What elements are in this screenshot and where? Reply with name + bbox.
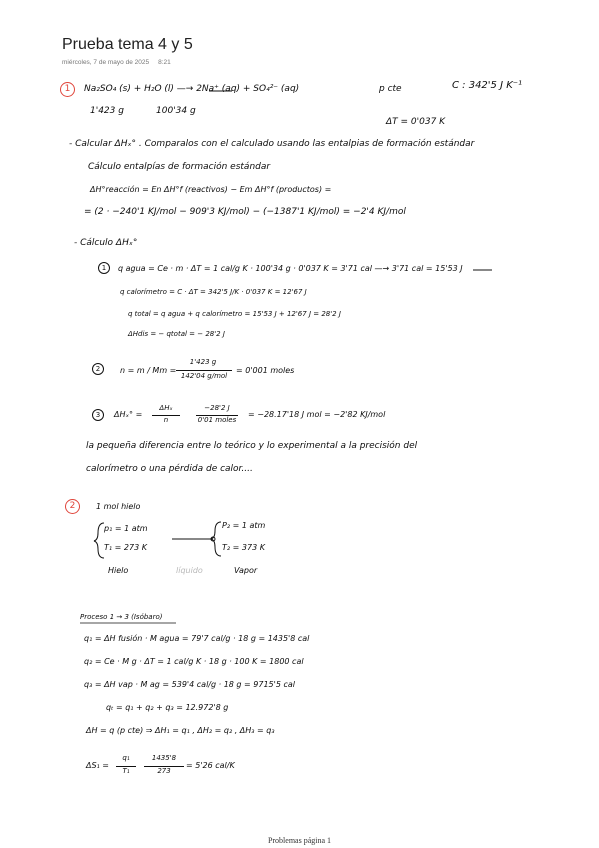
state2-temperature: T₂ = 373 K [222, 543, 265, 552]
step1-equation: q agua = Ce · m · ΔT = 1 cal/g K · 100'34 g · 0'037 K = 3'71 cal —→ 3'71 cal = 15'53 J [118, 264, 463, 273]
problem2-intro: 1 mol hielo [96, 502, 141, 511]
calc2-heading: - Cálculo ΔHₓ° [74, 238, 138, 248]
brace-right [211, 522, 221, 556]
step3-frac1-bot: n [163, 416, 169, 424]
step3-frac2-bot: 0'01 moles [197, 416, 237, 424]
ds-frac1-top: q₁ [122, 754, 130, 762]
state1-temperature: T₁ = 273 K [104, 543, 147, 552]
heat-capacity: C : 342'5 J K⁻¹ [452, 80, 523, 91]
step1-calorimeter: q calorímetro = C · ΔT = 342'5 J/K · 0'037 K = 12'67 J [120, 288, 307, 296]
enthalpy-eq1: ΔH°reacción = En ΔH°f (reactivos) − Em ΔH°f (productos) = [90, 185, 332, 194]
label-vapor: Vapor [234, 566, 258, 575]
page-footer: Problemas página 1 [267, 836, 332, 845]
step2-result: = 0'001 moles [236, 366, 295, 375]
ds-result: = 5'26 cal/K [186, 761, 235, 770]
label-hielo: Hielo [108, 566, 129, 575]
dh-equation: ΔH = q (p cte) ⇒ ΔH₁ = q₁ , ΔH₂ = q₂ , ΔH₃ = q₃ [86, 726, 275, 735]
state1-pressure: p₁ = 1 atm [104, 524, 148, 533]
conclusion-line1: la pequeña diferencia entre lo teórico y lo experimental a la precisión del [86, 441, 418, 451]
step3-lhs: ΔHₓ° = [114, 410, 143, 419]
step3-number: 3 [92, 409, 104, 421]
process-label: Proceso 1 → 3 (Isóbaro) [80, 613, 163, 621]
step2-frac-bot: 142'04 g/mol [180, 372, 228, 380]
brace-left [94, 523, 104, 558]
q1-equation: q₁ = ΔH fusión · M agua = 79'7 cal/g · 18 g = 1435'8 cal [84, 634, 310, 643]
label-liquido: líquido [176, 566, 203, 575]
delta-t: ΔT = 0'037 K [386, 117, 446, 127]
qt-equation: qₜ = q₁ + q₂ + q₃ = 12.972'8 g [106, 703, 229, 712]
step3-frac2-top: −28'2 J [204, 404, 230, 412]
problem1-number: 1 [60, 82, 75, 97]
calc-heading: - Calcular ΔHₓ° . Comparalos con el calculado usando las entalpias de formación estándar [69, 139, 475, 149]
ds-frac1-bot: T₁ [122, 767, 130, 775]
ds-lhs: ΔS₁ = [86, 761, 110, 770]
state2-pressure: P₂ = 1 atm [222, 521, 266, 530]
reaction: Na₂SO₄ (s) + H₂O (l) —→ 2Na⁺ (aq) + SO₄²⁻ (aq) [84, 84, 300, 94]
p-constant: p cte [379, 84, 402, 94]
date-text: miércoles, 7 de mayo de 2025 [62, 59, 150, 66]
step2-n: n = m / Mm = [120, 366, 177, 375]
subheading: Cálculo entalpías de formación estándar [88, 162, 271, 172]
conclusion-line2: calorímetro o una pérdida de calor.... [86, 464, 253, 474]
mass-water: 100'34 g [156, 106, 196, 116]
step3-result: = −28.17'18 J mol = −2'82 KJ/mol [248, 410, 386, 419]
step2-frac-top: 1'423 g [189, 358, 217, 366]
ds-frac2-top: 1435'8 [151, 754, 177, 762]
step3-frac1-top: ΔHₓ [159, 404, 173, 412]
step1-number: 1 [98, 262, 110, 274]
step2-number: 2 [92, 363, 104, 375]
ds-frac2-bot: 273 [157, 767, 171, 775]
problem2-number: 2 [65, 499, 80, 514]
step1-dis: ΔHdis = − qtotal = − 28'2 J [128, 330, 225, 338]
mass-salt: 1'423 g [90, 106, 124, 116]
step2-frac-line [176, 370, 232, 371]
q2-equation: q₂ = Ce · M g · ΔT = 1 cal/g K · 18 g · 100 K = 1800 cal [84, 657, 304, 666]
step1-total: q total = q agua + q calorímetro = 15'53 J + 12'67 J = 28'2 J [128, 310, 341, 318]
enthalpy-eq2: = (2 · −240'1 KJ/mol − 909'3 KJ/mol) − (−1387'1 KJ/mol) = −2'4 KJ/mol [84, 207, 406, 217]
q3-equation: q₃ = ΔH vap · M ag = 539'4 cal/g · 18 g = 9715'5 cal [84, 680, 295, 689]
time-text: 8:21 [158, 59, 171, 66]
page-title: Prueba tema 4 y 5 [62, 36, 193, 53]
